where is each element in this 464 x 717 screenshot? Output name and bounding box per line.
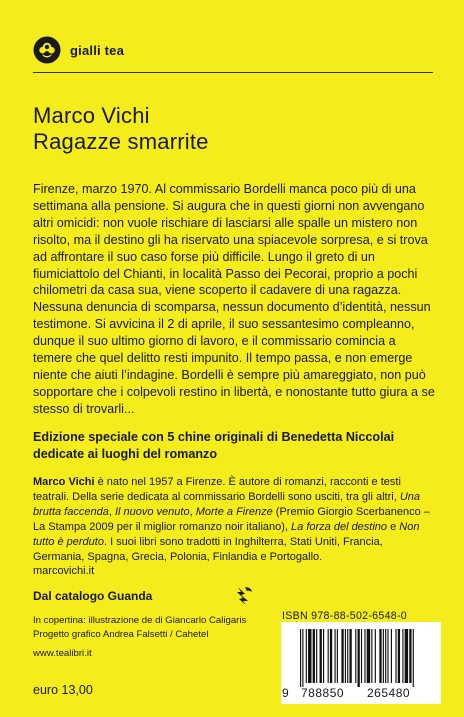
barcode-bar: [391, 629, 392, 683]
barcode: [281, 622, 441, 704]
isbn-label: ISBN 978-88-502-6548-0: [282, 610, 407, 622]
barcode-bar: [395, 629, 396, 683]
barcode-bar: [320, 629, 322, 683]
guanda-logo-icon: [234, 584, 256, 606]
cover-credit: In copertina: illustrazione de di Giancarlo Caligaris: [33, 615, 247, 626]
bio-text: . I suoi libri sono tradotti in Inghilterra, Stati Uniti, Francia, Germania, Spagna, Grecia, Polonia, Finlandia e Portogallo.: [33, 535, 383, 563]
author-bio: [33, 475, 435, 579]
bio-author-name: Marco Vichi: [33, 476, 95, 488]
credits: [33, 614, 246, 641]
barcode-bar: [345, 629, 346, 683]
barcode-bar: [300, 629, 301, 687]
bio-text: e: [387, 520, 400, 533]
barcode-bar: [364, 629, 365, 683]
barcode-bar: [308, 629, 311, 683]
bio-book-title: Una brutta faccenda: [33, 490, 421, 518]
barcode-bar: [371, 629, 372, 683]
barcode-bar: [341, 629, 343, 683]
bio-book-title: Il nuovo venuto: [114, 505, 190, 518]
design-credit: Progetto grafico Andrea Falsetti / Cahetel: [33, 628, 209, 640]
barcode-bar: [379, 629, 381, 683]
barcode-bar: [313, 629, 315, 683]
barcode-bar: [402, 629, 403, 683]
barcode-bars: [290, 629, 432, 687]
barcode-bar: [409, 629, 411, 683]
barcode-bar: [335, 629, 336, 683]
barcode-bar: [405, 629, 408, 683]
brand-label: gialli tea: [70, 43, 125, 58]
barcode-bar: [383, 629, 384, 683]
barcode-right-digits: 265480: [367, 686, 411, 700]
barcode-bar: [367, 629, 370, 683]
barcode-left-digits: 788850: [301, 686, 345, 700]
barcode-bar: [349, 629, 351, 683]
synopsis-text: Firenze, marzo 1970. Al commissario Bordelli manca poco più di una settimana alla pensione. Si augura che in questi giorni non avvengano altri omicidi: non vuole rischiare di lasciarsi alle spalle un mistero non risolto, ma il destino gli ha riservato una spiacevole sorpresa, e si trova ad affrontare il suo caso forse più difficile. Lungo il greto di un fiumiciattolo del Chianti, in località Passo dei Pecorai, proprio a pochi chilometri da casa sua, viene scoperto il cadavere di una ragazza. Nessuna denuncia di scomparsa, nessun documento d’identità, nessun testimone. Si avvicina il 2 di aprile, il suo sessantesimo compleanno, dunque il suo ultimo giorno di lavoro, e il commissario comincia a temere che quel delitto resti impunito. Il tempo passa, e non emerge niente che aiuti l’indagine. Bordelli è sempre più amareggiato, non può sopportare che i colpevoli restino in libertà, e nonostante tutto giura a se stesso di trovarli...: [33, 182, 435, 416]
book-title: Ragazze smarrite: [33, 129, 209, 154]
publisher-website: www.tealibri.it: [33, 648, 92, 659]
catalog-label: Dal catalogo Guanda: [33, 589, 153, 603]
barcode-bar: [347, 629, 348, 683]
tea-logo-icon: [33, 36, 61, 64]
bio-text: è nato nel 1957 a Firenze. È autore di romanzi, racconti e testi teatrali. Della serie dedicata al commissario Bordelli sono usciti, tra gli altri,: [33, 476, 401, 503]
barcode-bar: [387, 629, 388, 683]
barcode-bar: [355, 629, 356, 683]
barcode-bar: [328, 629, 329, 683]
barcode-bar: [413, 629, 414, 687]
bio-text: ,: [189, 505, 196, 518]
barcode-bar: [306, 629, 307, 683]
barcode-bar: [361, 629, 362, 683]
special-edition-note: Edizione speciale con 5 chine originali di Benedetta Niccolai dedicate ai luoghi del romanzo: [33, 430, 395, 461]
barcode-bar: [375, 629, 376, 683]
author-website: marcovichi.it: [33, 565, 95, 578]
barcode-bar: [398, 629, 400, 683]
barcode-first-digit: 9: [282, 686, 290, 700]
bio-book-title: Morte a Firenze: [195, 505, 273, 518]
barcode-bar: [323, 629, 324, 683]
barcode-bar: [330, 629, 332, 683]
bio-text: (Premio Giorgio Scerbanenco – La Stampa 2009 per il miglior romanzo noir italiano),: [33, 505, 430, 533]
book-author: Marco Vichi: [33, 103, 150, 128]
bio-text: ,: [108, 505, 115, 518]
barcode-bar: [302, 629, 303, 687]
barcode-bar: [385, 629, 386, 683]
header-divider: [33, 72, 433, 73]
barcode-bar: [316, 629, 317, 683]
barcode-bar: [358, 629, 360, 687]
bio-book-title: La forza del destino: [291, 520, 388, 533]
price-label: euro 13,00: [33, 683, 93, 697]
bio-book-title: Non tutto è perduto: [33, 520, 420, 548]
barcode-bar: [337, 629, 338, 683]
